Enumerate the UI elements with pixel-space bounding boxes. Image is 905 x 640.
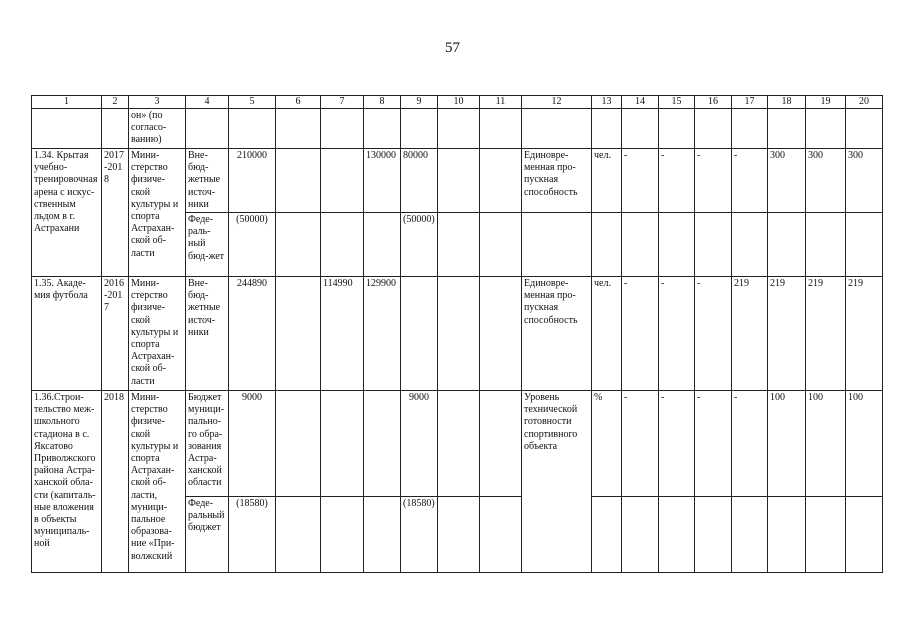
header-cell: 12 [522, 96, 592, 109]
header-cell: 1 [32, 96, 102, 109]
value-cell: - [695, 277, 732, 391]
header-cell: 2 [102, 96, 129, 109]
value-cell: - [659, 149, 695, 213]
value-cell: 129900 [364, 277, 401, 391]
header-cell: 16 [695, 96, 732, 109]
value-cell: - [695, 149, 732, 213]
value-cell: 100 [846, 391, 883, 497]
object-name-cell: 1.35. Акаде-мия футбола [32, 277, 102, 391]
value-cell: 300 [768, 149, 806, 213]
unit-cell: чел. [592, 149, 622, 213]
header-cell: 7 [321, 96, 364, 109]
value-cell: - [622, 149, 659, 213]
value-cell: (18580) [229, 497, 276, 573]
funding-source-cell: Феде-раль-ный бюд-жет [186, 213, 229, 277]
value-cell: 244890 [229, 277, 276, 391]
executor-cell: Мини-стерство физиче-ской культуры и спорта Астрахан-ской об-ласти [129, 277, 186, 391]
object-name-cell: 1.36.Строи-тельство меж-школьного стадиона в с. Яксатово Приволжского района Астра-ханской обла-сти (капиталь-ные вложения в объекты муниципаль-ной [32, 391, 102, 573]
executor-cell: Мини-стерство физиче-ской культуры и спорта Астрахан-ской об-ласти [129, 149, 186, 277]
table-row-1-36 [32, 391, 883, 497]
header-cell: 13 [592, 96, 622, 109]
header-cell: 18 [768, 96, 806, 109]
value-cell: 300 [846, 149, 883, 213]
header-cell: 14 [622, 96, 659, 109]
years-cell: 2016-2017 [102, 277, 129, 391]
value-cell: 219 [846, 277, 883, 391]
years-cell: 2017-2018 [102, 149, 129, 277]
value-cell: 100 [806, 391, 846, 497]
value-cell: 219 [806, 277, 846, 391]
page-number: 57 [445, 40, 460, 56]
table-row-continuation [32, 109, 883, 149]
value-cell: - [659, 391, 695, 497]
header-cell: 3 [129, 96, 186, 109]
table-row-1-34 [32, 149, 883, 213]
value-cell: - [732, 149, 768, 213]
value-cell: 9000 [229, 391, 276, 497]
value-cell: 219 [732, 277, 768, 391]
object-name-cell: 1.34. Крытая учебно-тренировочная арена с искус-ственным льдом в г. Астрахани [32, 149, 102, 277]
table-header-row [32, 96, 883, 109]
program-table [31, 95, 883, 573]
value-cell: - [695, 391, 732, 497]
unit-cell: % [592, 391, 622, 497]
header-cell: 15 [659, 96, 695, 109]
value-cell: - [659, 277, 695, 391]
header-cell: 9 [401, 96, 438, 109]
indicator-cell: Единовре-менная про-пускная способность [522, 149, 592, 213]
funding-source-cell: Вне-бюд-жетные источ-ники [186, 149, 229, 213]
value-cell: 219 [768, 277, 806, 391]
unit-cell: чел. [592, 277, 622, 391]
value-cell: 114990 [321, 277, 364, 391]
funding-source-cell: Вне-бюд-жетные источ-ники [186, 277, 229, 391]
header-cell: 19 [806, 96, 846, 109]
value-cell: (50000) [401, 213, 438, 277]
value-cell: - [732, 391, 768, 497]
header-cell: 10 [438, 96, 480, 109]
header-cell: 6 [276, 96, 321, 109]
years-cell: 2018 [102, 391, 129, 573]
header-cell: 8 [364, 96, 401, 109]
executor-cell: он» (по согласо-ванию) [129, 109, 186, 149]
executor-cell: Мини-стерство физиче-ской культуры и спорта Астрахан-ской об-ласти, муници-пальное образова-ние «При-волжский [129, 391, 186, 573]
value-cell: - [622, 277, 659, 391]
funding-source-cell: Феде-ральный бюджет [186, 497, 229, 573]
table-row-1-35 [32, 277, 883, 391]
funding-source-cell: Бюджет муници-пально-го обра-зования Астра-ханской области [186, 391, 229, 497]
value-cell: 130000 [364, 149, 401, 213]
value-cell: 80000 [401, 149, 438, 213]
value-cell: 300 [806, 149, 846, 213]
header-cell: 17 [732, 96, 768, 109]
value-cell: (18580) [401, 497, 438, 573]
header-cell: 11 [480, 96, 522, 109]
value-cell: - [622, 391, 659, 497]
header-cell: 4 [186, 96, 229, 109]
indicator-cell: Уровень технической готовности спортивного объекта [522, 391, 592, 573]
value-cell: (50000) [229, 213, 276, 277]
value-cell: 9000 [401, 391, 438, 497]
value-cell: 100 [768, 391, 806, 497]
header-cell: 5 [229, 96, 276, 109]
value-cell: 210000 [229, 149, 276, 213]
indicator-cell: Единовре-менная про-пускная способность [522, 277, 592, 391]
header-cell: 20 [846, 96, 883, 109]
